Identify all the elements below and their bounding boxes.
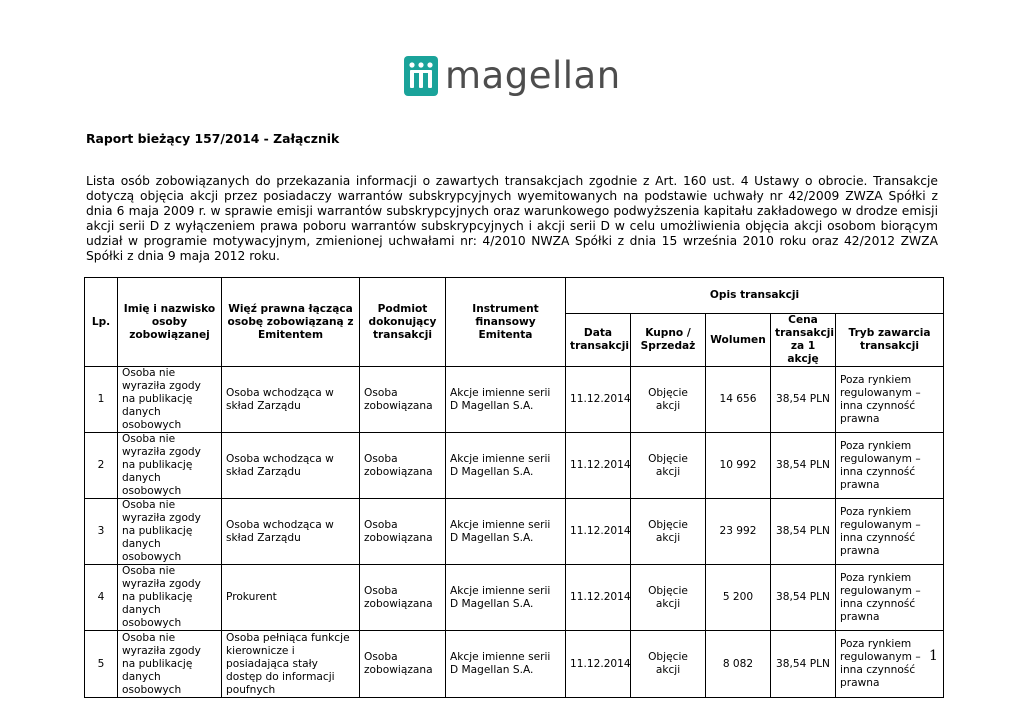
cell-price: 38,54 PLN	[771, 631, 836, 698]
cell-volume: 10 992	[706, 433, 771, 499]
cell-volume: 23 992	[706, 499, 771, 565]
header-description: Opis transakcji	[566, 278, 944, 314]
cell-volume: 14 656	[706, 367, 771, 433]
intro-paragraph: Lista osób zobowiązanych do przekazania informacji o zawartych transakcjach zgodnie z Art. 160 ust. 4 Ustawy o obrocie. Transakcje dotyczą objęcia akcji przez posiadaczy warrantów subskrypcyjnych wyemitowanych na podstawie uchwały nr 42/2009 ZWZA Spółki z dnia 6 maja 2009 r. w sprawie emisji warrantów subskrypcyjnych oraz warunkowego podwyższenia kapitału zakładowego w drodze emisji akcji serii D z wyłączeniem prawa poboru warrantów subskrypcyjnych i akcji serii D w celu umożliwienia objęcia akcji osobom biorącym udział w programie motywacyjnym, zmienionej uchwałami nr: 4/2010 NWZA Spółki z dnia 15 września 2010 roku oraz 42/2012 ZWZA Spółki z dnia 9 maja 2012 roku.	[86, 174, 938, 263]
header-price: Cena transakcji za 1 akcję	[771, 314, 836, 367]
cell-entity: Osoba zobowiązana	[360, 565, 446, 631]
cell-relation: Osoba wchodząca w skład Zarządu	[222, 499, 360, 565]
magellan-logo-icon	[404, 56, 438, 96]
cell-date: 11.12.2014	[566, 631, 631, 698]
cell-lp: 3	[85, 499, 118, 565]
company-logo	[404, 55, 621, 97]
cell-date: 11.12.2014	[566, 565, 631, 631]
cell-name: Osoba nie wyraziła zgody na publikację danych osobowych	[118, 565, 222, 631]
cell-name: Osoba nie wyraziła zgody na publikację danych osobowych	[118, 367, 222, 433]
table-row	[85, 565, 944, 631]
cell-name: Osoba nie wyraziła zgody na publikację danych osobowych	[118, 433, 222, 499]
header-entity: Podmiot dokonujący transakcji	[360, 278, 446, 367]
cell-name: Osoba nie wyraziła zgody na publikację danych osobowych	[118, 631, 222, 698]
cell-lp: 2	[85, 433, 118, 499]
cell-instrument: Akcje imienne serii D Magellan S.A.	[446, 433, 566, 499]
transactions-table	[84, 277, 944, 698]
cell-lp: 4	[85, 565, 118, 631]
cell-entity: Osoba zobowiązana	[360, 433, 446, 499]
cell-buy-sell: Objęcie akcji	[631, 367, 706, 433]
cell-relation: Prokurent	[222, 565, 360, 631]
cell-mode: Poza rynkiem regulowanym – inna czynność prawna	[836, 367, 944, 433]
cell-buy-sell: Objęcie akcji	[631, 565, 706, 631]
cell-price: 38,54 PLN	[771, 367, 836, 433]
cell-price: 38,54 PLN	[771, 565, 836, 631]
cell-buy-sell: Objęcie akcji	[631, 499, 706, 565]
table-row	[85, 367, 944, 433]
cell-entity: Osoba zobowiązana	[360, 631, 446, 698]
cell-volume: 8 082	[706, 631, 771, 698]
cell-instrument: Akcje imienne serii D Magellan S.A.	[446, 631, 566, 698]
report-title: Raport bieżący 157/2014 - Załącznik	[86, 131, 340, 146]
cell-relation: Osoba wchodząca w skład Zarządu	[222, 367, 360, 433]
header-volume: Wolumen	[706, 314, 771, 367]
cell-lp: 5	[85, 631, 118, 698]
cell-relation: Osoba wchodząca w skład Zarządu	[222, 433, 360, 499]
header-name: Imię i nazwisko osoby zobowiązanej	[118, 278, 222, 367]
cell-mode: Poza rynkiem regulowanym – inna czynność prawna	[836, 433, 944, 499]
cell-entity: Osoba zobowiązana	[360, 367, 446, 433]
logo-text: magellan	[445, 54, 621, 97]
header-instrument: Instrument finansowy Emitenta	[446, 278, 566, 367]
cell-price: 38,54 PLN	[771, 433, 836, 499]
header-mode: Tryb zawarcia transakcji	[836, 314, 944, 367]
cell-name: Osoba nie wyraziła zgody na publikację danych osobowych	[118, 499, 222, 565]
header-relation: Więź prawna łącząca osobę zobowiązaną z Emitentem	[222, 278, 360, 367]
header-buy-sell: Kupno / Sprzedaż	[631, 314, 706, 367]
header-lp: Lp.	[85, 278, 118, 367]
table-row	[85, 631, 944, 698]
cell-instrument: Akcje imienne serii D Magellan S.A.	[446, 565, 566, 631]
cell-buy-sell: Objęcie akcji	[631, 433, 706, 499]
page-number: 1	[929, 648, 938, 664]
cell-date: 11.12.2014	[566, 367, 631, 433]
cell-lp: 1	[85, 367, 118, 433]
cell-mode: Poza rynkiem regulowanym – inna czynność prawna	[836, 565, 944, 631]
cell-instrument: Akcje imienne serii D Magellan S.A.	[446, 367, 566, 433]
table-row	[85, 433, 944, 499]
cell-mode: Poza rynkiem regulowanym – inna czynność prawna	[836, 631, 944, 698]
cell-date: 11.12.2014	[566, 433, 631, 499]
cell-price: 38,54 PLN	[771, 499, 836, 565]
cell-buy-sell: Objęcie akcji	[631, 631, 706, 698]
header-date: Data transakcji	[566, 314, 631, 367]
table-row	[85, 499, 944, 565]
cell-instrument: Akcje imienne serii D Magellan S.A.	[446, 499, 566, 565]
cell-volume: 5 200	[706, 565, 771, 631]
cell-entity: Osoba zobowiązana	[360, 499, 446, 565]
cell-relation: Osoba pełniąca funkcje kierownicze i posiadająca stały dostęp do informacji poufnych	[222, 631, 360, 698]
cell-date: 11.12.2014	[566, 499, 631, 565]
cell-mode: Poza rynkiem regulowanym – inna czynność prawna	[836, 499, 944, 565]
